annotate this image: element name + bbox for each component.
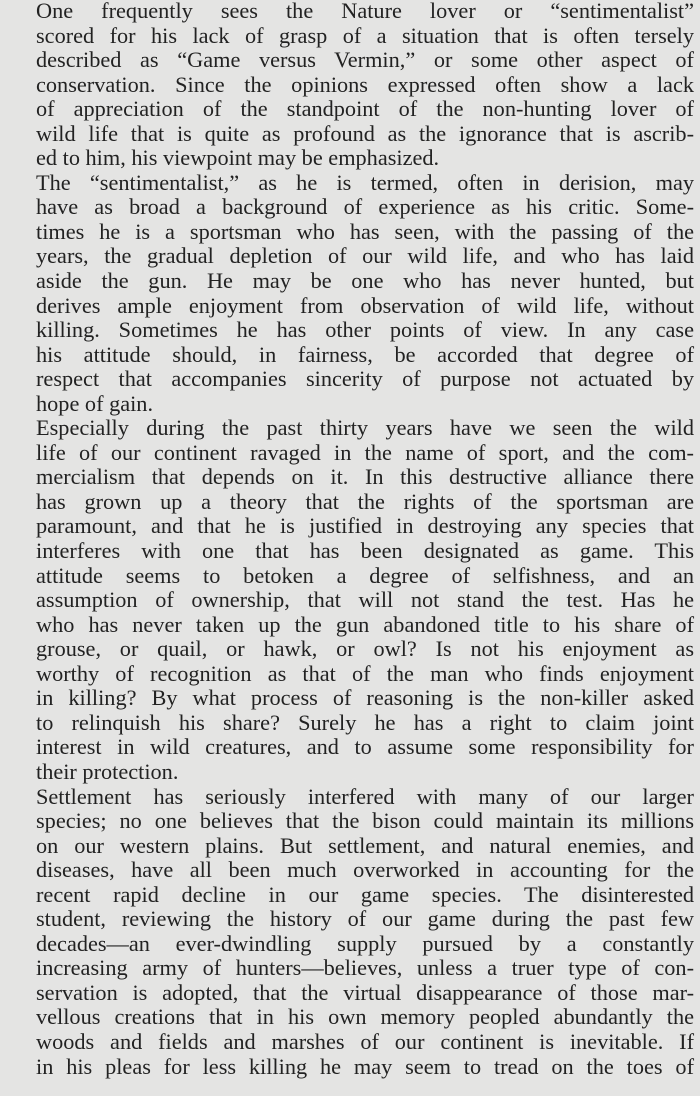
text-line: mercialism that depends on it. In this destructive alliance there (36, 464, 694, 490)
text-line: assumption of ownership, that will not stand the test. Has he (36, 587, 694, 613)
text-line: to relinquish his share? Surely he has a right to claim joint (36, 709, 694, 735)
text-line: servation is adopted, that the virtual disappearance of those mar- (36, 979, 694, 1005)
text-line: life of our continent ravaged in the name of sport, and the com- (36, 439, 694, 465)
text-line: have as broad a background of experience as his critic. Some- (36, 194, 694, 220)
text-line: respect that accompanies sincerity of purpose not actuated by (36, 366, 694, 392)
text-line: times he is a sportsman who has seen, with the passing of the (36, 218, 694, 244)
text-line: on our western plains. But settlement, and natural enemies, and (36, 832, 694, 858)
paragraph-3 (6, 416, 694, 784)
text-line: derives ample enjoyment from observation of wild life, without (36, 292, 694, 318)
text-line: aside the gun. He may be one who has never hunted, but (36, 268, 694, 294)
paragraph-1 (6, 0, 694, 171)
text-line: attitude seems to betoken a degree of selfishness, and an (36, 562, 694, 588)
text-line: Especially during the past thirty years have we seen the wild (36, 415, 694, 441)
text-line: The “sentimentalist,” as he is termed, often in derision, may (36, 169, 694, 195)
text-line: years, the gradual depletion of our wild life, and who has laid (36, 243, 694, 269)
text-line: his attitude should, in fairness, be accorded that degree of (36, 341, 694, 367)
text-line: killing. Sometimes he has other points of view. In any case (36, 317, 694, 343)
body-text (6, 0, 694, 1079)
text-line: conservation. Since the opinions expressed often show a lack (36, 71, 694, 97)
text-line: wild life that is quite as profound as the ignorance that is ascrib- (36, 120, 694, 146)
text-line: ed to him, his viewpoint may be emphasized. (36, 145, 440, 171)
text-line: interest in wild creatures, and to assume some responsibility for (36, 734, 694, 760)
text-line: their protection. (36, 758, 179, 784)
text-line: decades—an ever-dwindling supply pursued by a constantly (36, 930, 694, 956)
text-line: described as “Game versus Vermin,” or some other aspect of (36, 47, 694, 73)
text-line: paramount, and that he is justified in destroying any species that (36, 513, 694, 539)
text-line: worthy of recognition as that of the man who finds enjoyment (36, 660, 694, 686)
text-line: interferes with one that has been designated as game. This (36, 538, 694, 564)
text-line: in killing? By what process of reasoning is the non-killer asked (36, 685, 694, 711)
paragraph-2 (6, 171, 694, 416)
paragraph-4 (6, 785, 694, 1080)
text-line: Settlement has seriously interfered with many of our larger (36, 783, 694, 809)
text-line: in his pleas for less killing he may seem to tread on the toes of (36, 1053, 694, 1079)
text-line: recent rapid decline in our game species. The disinterested (36, 881, 694, 907)
text-line: One frequently sees the Nature lover or “sentimentalist” (36, 0, 694, 23)
text-line: woods and fields and marshes of our continent is inevitable. If (36, 1028, 694, 1054)
text-line: hope of gain. (36, 390, 154, 416)
text-line: increasing army of hunters—believes, unless a truer type of con- (36, 955, 694, 981)
text-line: has grown up a theory that the rights of the sportsman are (36, 488, 694, 514)
text-line: scored for his lack of grasp of a situation that is often tersely (36, 22, 694, 48)
text-line: student, reviewing the history of our game during the past few (36, 906, 694, 932)
text-line: of appreciation of the standpoint of the non-hunting lover of (36, 96, 694, 122)
text-line: vellous creations that in his own memory peopled abundantly the (36, 1004, 694, 1030)
text-line: diseases, have all been much overworked in accounting for the (36, 857, 694, 883)
text-line: grouse, or quail, or hawk, or owl? Is not his enjoyment as (36, 636, 694, 662)
text-line: species; no one believes that the bison could maintain its millions (36, 808, 694, 834)
text-line: who has never taken up the gun abandoned title to his share of (36, 611, 694, 637)
